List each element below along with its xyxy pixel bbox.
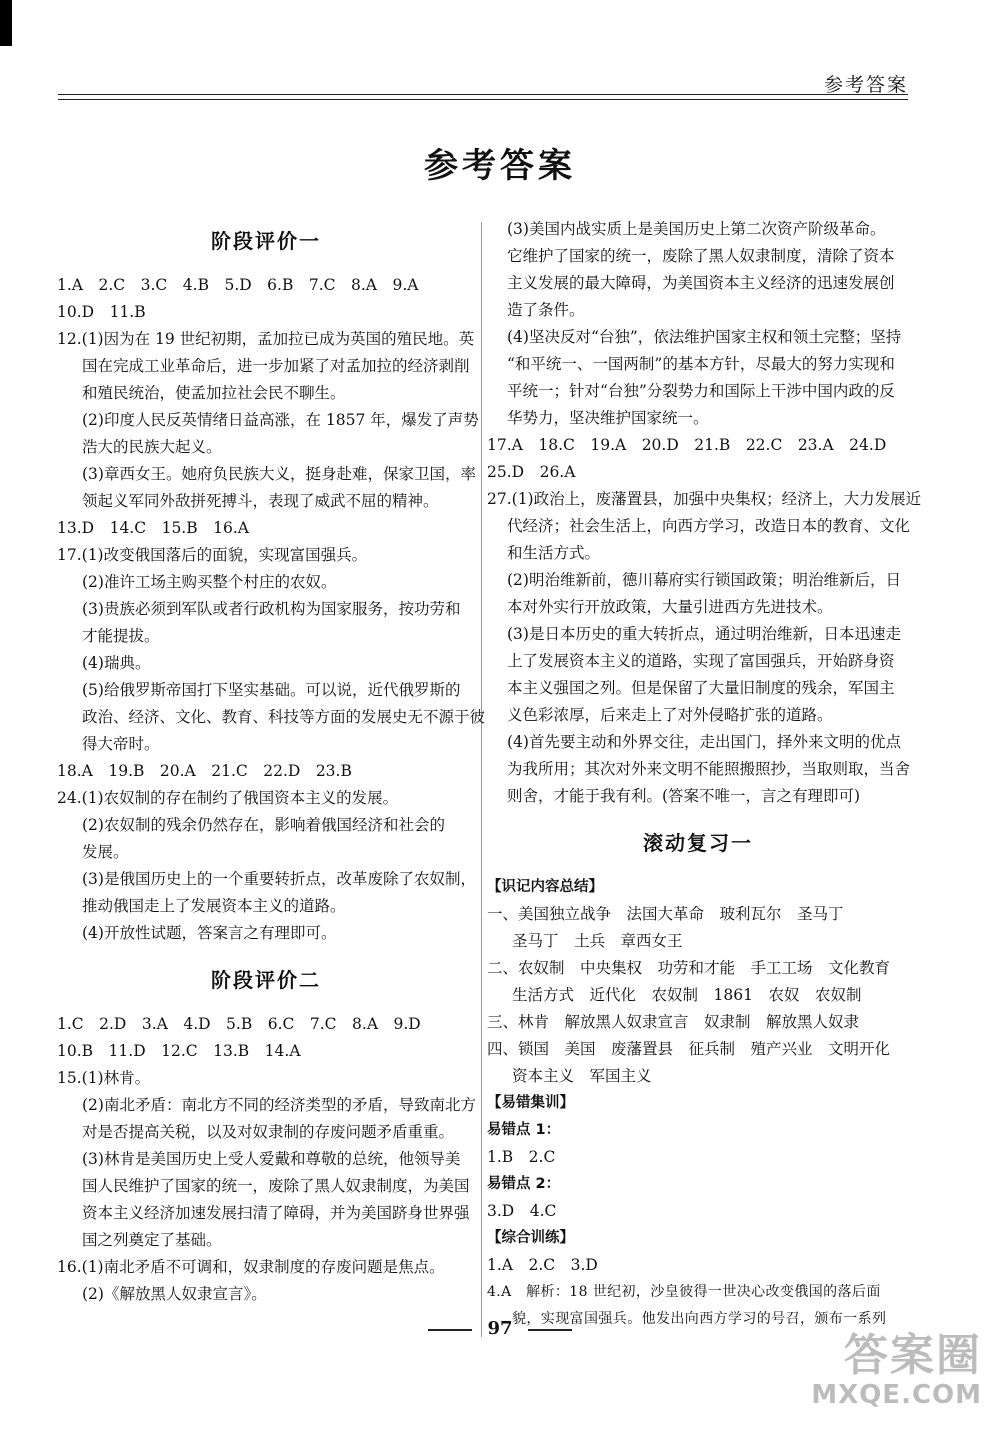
subsection-heading: 【识记内容总结】 [487, 879, 603, 895]
subsection-heading: 【综合训练】 [487, 1230, 574, 1246]
answer-line: 代经济；社会生活上，向西方学习，改造日本的教育、文化 [507, 517, 911, 535]
answer-line: (2)印度人民反英情绪日益高涨，在 1857 年，爆发了声势 [82, 411, 479, 429]
answer-line: 15.(1)林肯。 [57, 1069, 151, 1087]
ornament-right [528, 1329, 572, 1331]
header-rule [58, 94, 908, 95]
right-column [487, 216, 922, 1333]
error-point-label: 易错点 2： [487, 1176, 561, 1192]
answer-line: 义色彩浓厚，后来走上了对外侵略扩张的道路。 [507, 706, 833, 724]
answer-line: (3)章西女王。她府负民族大义，挺身赴难，保家卫国，率 [82, 465, 476, 483]
answer-line: (3)美国内战实质上是美国历史上第二次资产阶级革命。 [507, 220, 886, 238]
left-column [57, 216, 486, 1308]
answer-line: 国之列奠定了基础。 [82, 1231, 222, 1249]
answer-line: 四、锁国 美国 废藩置县 征兵制 殖产兴业 文明开化 [487, 1040, 891, 1058]
answer-line: 华势力，坚决维护国家统一。 [507, 409, 709, 427]
answer-line: 1.B 2.C [487, 1148, 556, 1166]
answer-line: 生活方式 近代化 农奴制 1861 农奴 农奴制 [512, 986, 862, 1004]
answer-line: (2)农奴制的残余仍然存在，影响着俄国经济和社会的 [82, 816, 445, 834]
ornament-left [428, 1329, 472, 1331]
answer-line: (4)坚决反对“台独”，依法维护国家主权和领土完整；坚持 [507, 328, 902, 346]
answer-line: (2)南北矛盾：南北方不同的经济类型的矛盾，导致南北方 [82, 1096, 476, 1114]
answer-line: 1.A 2.C 3.C 4.B 5.D 6.B 7.C 8.A 9.A [57, 276, 419, 294]
column-divider [481, 222, 482, 1337]
answer-line: 国在完成工业革命后，进一步加紧了对孟加拉的经济剥削 [82, 357, 470, 375]
answer-line: 推动俄国走上了发展资本主义的道路。 [82, 897, 346, 915]
answer-line: 造了条件。 [507, 301, 585, 319]
answer-line: 政治、经济、文化、教育、科技等方面的发展史无不源于彼 [82, 708, 486, 726]
answer-line: 领起义军同外敌拼死搏斗，表现了威武不屈的精神。 [82, 492, 439, 510]
answer-line: 4.A 解析：18 世纪初，沙皇彼得一世决心改变俄国的落后面 [487, 1284, 881, 1300]
answer-line: 一、美国独立战争 法国大革命 玻利瓦尔 圣马丁 [487, 905, 844, 923]
answer-line: (3)是俄国历史上的一个重要转折点，改革废除了农奴制， [82, 870, 476, 888]
answer-line: 上了发展资本主义的道路，实现了富国强兵，开始跻身资 [507, 652, 895, 670]
answer-line: 得大帝时。 [82, 735, 160, 753]
answer-line: 27.(1)政治上，废藩置县，加强中央集权；经济上，大力发展近 [487, 490, 922, 508]
answer-line: (5)给俄罗斯帝国打下坚实基础。可以说，近代俄罗斯的 [82, 681, 461, 699]
answer-line: 16.(1)南北矛盾不可调和，奴隶制度的存废问题是焦点。 [57, 1258, 445, 1276]
answer-line: 资本主义 军国主义 [512, 1067, 652, 1085]
answer-line: 18.A 19.B 20.A 21.C 22.D 23.B [57, 762, 352, 780]
answer-line: (2)《解放黑人奴隶宣言》。 [82, 1285, 267, 1303]
answer-line: 17.(1)改变俄国落后的面貌，实现富国强兵。 [57, 546, 368, 564]
answer-line: 浩大的民族大起义。 [82, 438, 222, 456]
answer-line: 对是否提高关税，以及对奴隶制的存废问题矛盾重重。 [82, 1123, 455, 1141]
watermark [811, 1332, 982, 1410]
answer-line: 1.C 2.D 3.A 4.D 5.B 6.C 7.C 8.A 9.D [57, 1015, 421, 1033]
watermark-logo: 答案圈 [844, 1330, 982, 1381]
page-title: 参考答案 [424, 146, 576, 186]
page-number: 97 [487, 1318, 513, 1339]
answer-line: 本主义强国之列。但是保留了大量旧制度的残余，军国主 [507, 679, 895, 697]
answer-line: 25.D 26.A [487, 463, 576, 481]
answer-line: 17.A 18.C 19.A 20.D 21.B 22.C 23.A 24.D [487, 436, 887, 454]
section-title-3: 滚动复习一 [643, 831, 753, 855]
answer-line: 资本主义经济加速发展扫清了障碍，并为美国跻身世界强 [82, 1204, 470, 1222]
answer-line: 二、农奴制 中央集权 功劳和才能 手工工场 文化教育 [487, 959, 891, 977]
watermark-site: MXQE.COM [811, 1380, 982, 1410]
answer-line: (3)林肯是美国历史上受人爱戴和尊敬的总统，他领导美 [82, 1150, 461, 1168]
corner-mark [0, 0, 12, 46]
answer-line: 1.A 2.C 3.D [487, 1256, 598, 1274]
answer-line: 和生活方式。 [507, 544, 601, 562]
answer-line: 10.B 11.D 12.C 13.B 14.A [57, 1042, 301, 1060]
answer-line: (4)开放性试题，答案言之有理即可。 [82, 924, 337, 942]
running-header: 参考答案 [823, 74, 908, 96]
answer-line: (3)是日本历史的重大转折点，通过明治维新，日本迅速走 [507, 625, 901, 643]
answer-line: 国人民维护了国家的统一，废除了黑人奴隶制度，为美国 [82, 1177, 470, 1195]
answer-line: 则舍，才能于我有利。(答案不唯一，言之有理即可) [507, 787, 861, 805]
subsection-heading: 【易错集训】 [487, 1095, 574, 1111]
answer-line: 3.D 4.C [487, 1202, 557, 1220]
answer-line: 它维护了国家的统一，废除了黑人奴隶制度，清除了资本 [507, 247, 895, 265]
answer-line: 为我所用；其次对外来文明不能照搬照抄，当取则取，当舍 [507, 760, 911, 778]
answer-line: (4)瑞典。 [82, 654, 151, 672]
answer-line: 本对外实行开放政策，大量引进西方先进技术。 [507, 598, 833, 616]
answer-line: (2)准许工场主购买整个村庄的农奴。 [82, 573, 337, 591]
answer-line: (4)首先要主动和外界交往，走出国门，择外来文明的优点 [507, 733, 901, 751]
answer-line: (3)贵族必须到军队或者行政机构为国家服务，按功劳和 [82, 600, 461, 618]
answer-line: 24.(1)农奴制的存在制约了俄国资本主义的发展。 [57, 789, 399, 807]
answer-line: 和殖民统治，使孟加拉社会民不聊生。 [82, 384, 346, 402]
answer-line: 13.D 14.C 15.B 16.A [57, 519, 249, 537]
answer-line: 10.D 11.B [57, 303, 146, 321]
answer-line: 主义发展的最大障碍，为美国资本主义经济的迅速发展创 [507, 274, 895, 292]
answer-line: 发展。 [82, 843, 129, 861]
answer-line: “和平统一、一国两制”的基本方针，尽最大的努力实现和 [507, 355, 895, 373]
answer-line: 12.(1)因为在 19 世纪初期，孟加拉已成为英国的殖民地。英 [57, 330, 475, 348]
answer-line: 三、林肯 解放黑人奴隶宣言 奴隶制 解放黑人奴隶 [487, 1013, 860, 1031]
section-title-1: 阶段评价一 [211, 229, 321, 253]
answer-line: 平统一；针对“台独”分裂势力和国际上干涉中国内政的反 [507, 382, 895, 400]
header-rule-thin [58, 99, 908, 100]
error-point-label: 易错点 1： [487, 1122, 561, 1138]
answer-line: 圣马丁 土兵 章西女王 [512, 932, 683, 950]
section-title-2: 阶段评价二 [211, 968, 321, 992]
answer-line: 才能提拔。 [82, 627, 160, 645]
answer-line: 貌，实现富国强兵。他发出向西方学习的号召，颁布一系列 [512, 1311, 887, 1327]
answer-line: (2)明治维新前，德川幕府实行锁国政策；明治维新后，日 [507, 571, 901, 589]
